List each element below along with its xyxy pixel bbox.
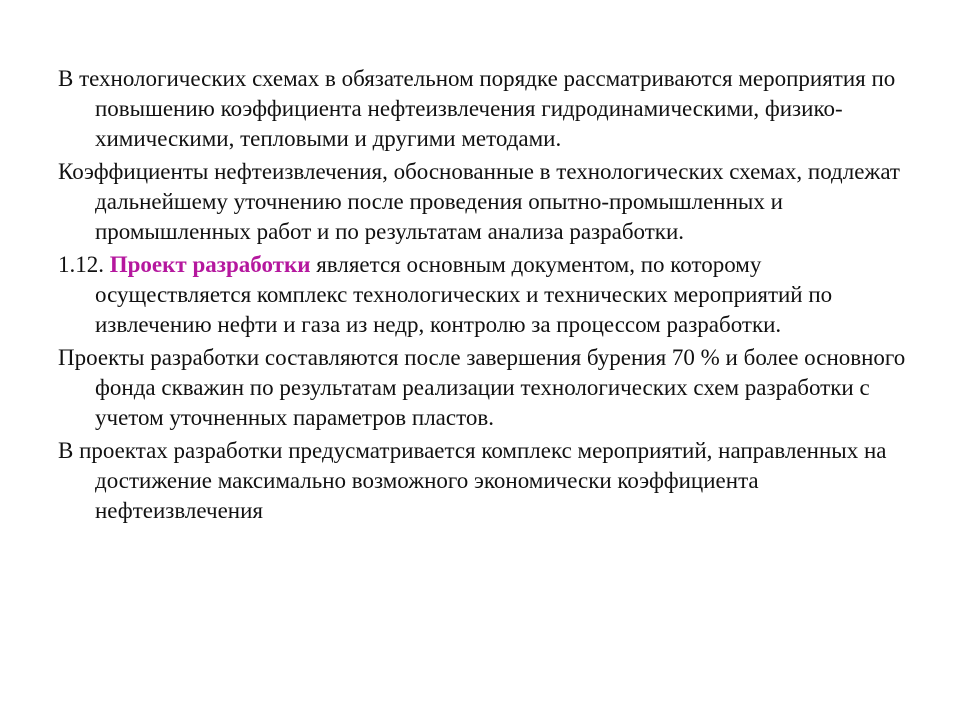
paragraph-development-project <box>58 250 918 340</box>
paragraph-recovery-coefficients: Коэффициенты нефтеизвлечения, обоснованные в технологических схемах, подлежат дальнейшему уточнению после проведения опытно-промышленных и промышленных работ и по результатам анализа разработки. <box>58 159 900 244</box>
paragraph-projects-compiled: Проекты разработки составляются после завершения бурения 70 % и более основного фонда скважин по результатам реализации технологических схем разработки с учетом уточненных параметров пластов. <box>58 345 906 430</box>
paragraph-development-project-rest: является основным документом, по которому осуществляется комплекс технологических и технических мероприятий по извлечению нефти и газа из недр, контролю за процессом разработки. <box>95 252 833 337</box>
paragraph-projects-measures: В проектах разработки предусматривается комплекс мероприятий, направленных на достижение максимально возможного экономически коэффициента нефтеизвлечения <box>58 438 887 523</box>
slide-text-body <box>58 64 918 529</box>
highlighted-term: Проект разработки <box>109 252 311 277</box>
paragraph-tech-schemes: В технологических схемах в обязательном порядке рассматриваются мероприятия по повышению коэффициента нефтеизвлечения гидродинамическими, физико-химическими, тепловыми и другими методами. <box>58 66 896 151</box>
section-number: 1.12. <box>58 252 104 277</box>
